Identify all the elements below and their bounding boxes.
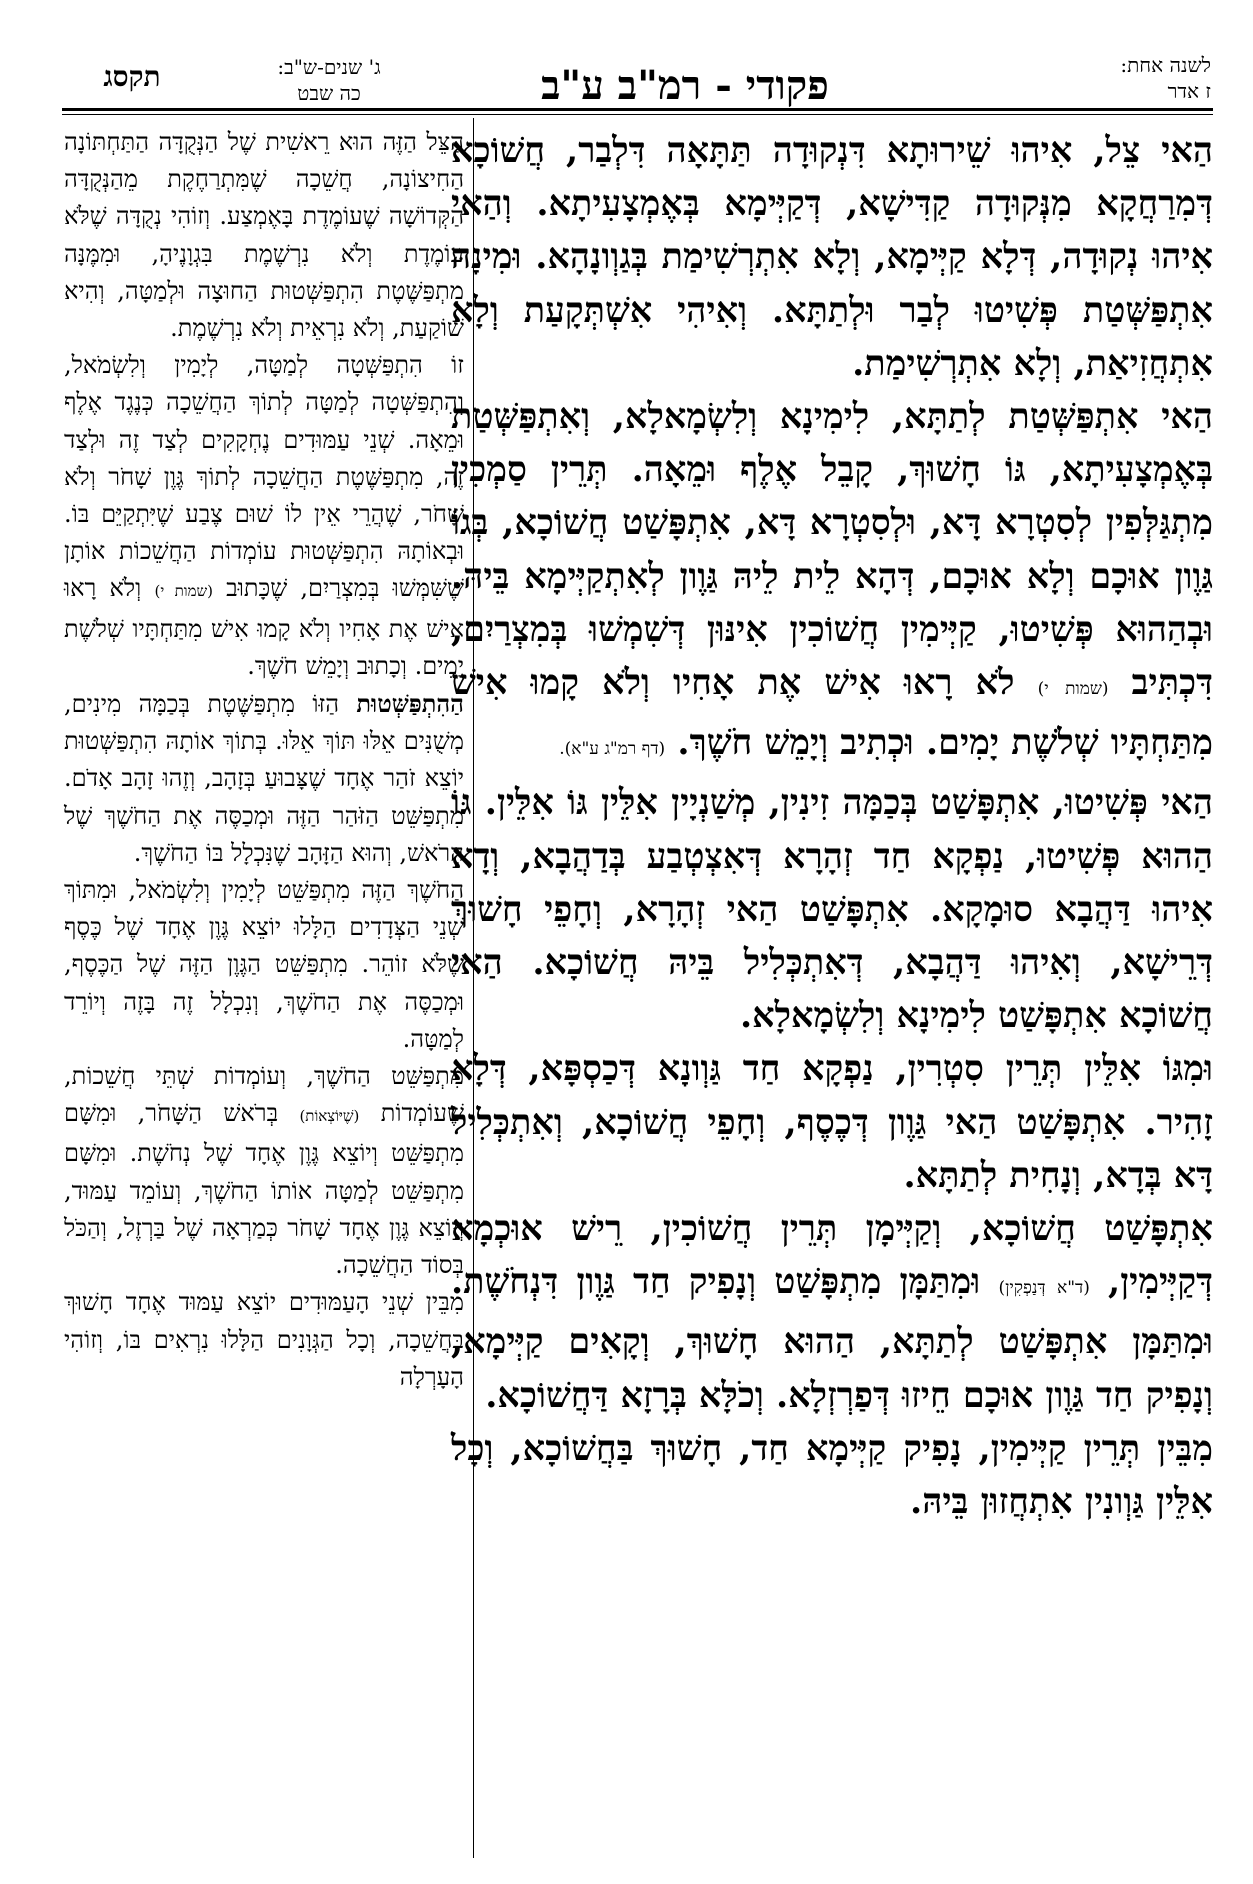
translation-text: בְּרֹאשׁ הַשָּׁחֹר, וּמִשָּׁם מִתְפַּשֵּׁט וְיוֹצֵא גֶּוֶן אֶחָד שֶׁל נְחֹשֶׁת. וּמִשָּׁם מִתְפַּשֵּׁט לְמַטָּה אוֹתוֹ הַחֹשֶׁךְ, וְעוֹמֵד עַמּוּד, וְיוֹצֵא גֶּוֶן אֶחָד שָׁחֹר כְּמַרְאָה שֶׁל בַּרְזֶל, וְהַכֹּל בְּסוֹד הַחֲשֵׁכָה. xyxy=(64,1099,464,1280)
verse-reference: (שמות י) xyxy=(1037,679,1109,700)
daf-reference: (דף רמ"ג ע"א). xyxy=(559,739,666,760)
variant-reference: (ד"א דְּנַפְקִין) xyxy=(998,1278,1090,1299)
translation-paragraph xyxy=(64,685,464,872)
header-three-years-label: ג' שנים-ש"ב: xyxy=(277,55,381,79)
translation-text: זוֹ הִתְפַּשְּׁטָה לְמַטָּה, לְיָמִין וְלִשְׂמֹאל, וְהִתְפַּשְּׁטָה לְמַטָּה לְתוֹךְ הַחֲשֵׁכָה כְּנֶגֶד אֶלֶף וּמֵאָה. שְׁנֵי עַמּוּדִים נֶחְקָקִים לְצַד זֶה וּלְצַד זֶה, מִתְפַּשֶּׁטֶת הַחֲשֵׁכָה לְתוֹךְ גֶּוֶן שָׁחֹר וְלֹא שָׁחֹר, שֶׁהֲרֵי אֵין לוֹ שׁוּם צֶבַע שֶׁיִּתְקַיֵּם בּוֹ. וּבְאוֹתָהּ הִתְפַּשְּׁטוּת עוֹמְדוֹת הַחֲשֵׁכוֹת אוֹתָן שֶׁשִּׁמְּשׁוּ בְּמִצְרַיִם, שֶׁכָּתוּב xyxy=(64,351,464,603)
page-title: פקודי - רמ"ב ע"ב xyxy=(541,62,829,109)
main-paragraph: מִבֵּין תְּרֵין קַיְּימִין, נָפִיק קַיְּימָא חַד, חָשׁוּךְ בַּחֲשׁוֹכָא, וְכָל אִלֵּין גַּוְונִין אִתְחֲזוּן בֵּיהּ. xyxy=(451,1427,1213,1523)
translation-paragraph: מִבֵּין שְׁנֵי הָעַמּוּדִים יוֹצֵא עַמּוּד אֶחָד חָשׁוּךְ בַּחֲשֵׁכָה, וְכָל הַגְּוָנִים הַלָּלוּ נִרְאִים בּוֹ, וְזוֹהִי הָעָרְלָה xyxy=(64,1288,464,1391)
translation-paragraph xyxy=(64,1058,464,1284)
variant-reference: (שֶׁיּוֹצְאוֹת) xyxy=(299,1107,360,1126)
translation-text: הַזּוֹ מִתְפַּשֶּׁטֶת בְּכַמָּה מִינִים, מְשֻׁנִּים אֵלּוּ תּוֹךְ אֵלּוּ. בְּתוֹךְ אוֹתָהּ הִתְפַּשְּׁטוּת יוֹצֵא זֹהַר אֶחָד שֶׁצָּבוּעַ בְּזָהָב, וְזֶהוּ זָהָב אָדֹם. מִתְפַּשֵּׁט הַזֹּהַר הַזֶּה וּמְכַסֶּה אֶת הַחֹשֶׁךְ שֶׁל הָרֹאשׁ, וְהוּא הַזָּהָב שֶׁנִּכְלָל בּוֹ הַחֹשֶׁךְ. xyxy=(64,690,464,867)
translation-paragraph: הַחֹשֶׁךְ הַזֶּה מִתְפַּשֵּׁט לְיָמִין וְלִשְׂמֹאל, וּמִתּוֹךְ שְׁנֵי הַצְּדָדִים הַלָּלוּ יוֹצֵא גֶּוֶן אֶחָד שֶׁל כֶּסֶף שֶׁלֹּא זוֹהֵר. מִתְפַּשֵּׁט הַגֶּוֶן הַזֶּה שֶׁל הַכֶּסֶף, וּמְכַסֶּה אֶת הַחֹשֶׁךְ, וְנִכְלָל זֶה בָּזֶה וְיוֹרֵד לְמַטָּה. xyxy=(64,876,464,1053)
main-text: וּמִתַּמָּן מִתְפָּשַׁט וְנָפִיק חַד גַּוֶון דִּנְחֹשֶׁת. וּמִתַּמָּן אִתְפָּשַׁט לְתַתָּא, הַהוּא חָשׁוּךְ, וְקָאִים קַיְּימָא, וְנָפִיק חַד גַּוֶון אוּכָם חֵיזוּ דְּפַרְזְלָא. וְכֹלָּא בְּרָזָא דַּחֲשׁוֹכָא. xyxy=(451,1261,1213,1416)
verse-reference: (שמות י) xyxy=(154,582,213,601)
translation-paragraph: הַצֵּל הַזֶּה הוּא רֵאשִׁית שֶׁל הַנְּקֻדָּה הַתַּחְתּוֹנָה הַחִיצוֹנָה, חֲשֵׁכָה שֶׁמִּתְרַחֶקֶת מֵהַנְּקֻדָּה הַקְּדוֹשָׁה שֶׁעוֹמֶדֶת בָּאֶמְצַע. וְזוֹהִי נְקֻדָּה שֶׁלֹּא עוֹמֶדֶת וְלֹא נִרְשֶׁמֶת בִּגְוָנֶיהָ, וּמִמֶּנָּה מִתְפַּשֶּׁטֶת הִתְפַּשְּׁטוּת הַחוּצָה וּלְמַטָּה, וְהִיא שׁוֹקַעַת, וְלֹא נִרְאֵית וְלֹא נִרְשֶׁמֶת. xyxy=(64,128,464,343)
main-paragraph: הַאי פְּשִׁיטוּ, אִתְפָּשַׁט בְּכַמָּה זִינִין, מְשַׁנְיָין אִלֵּין גּוֹ אִלֵּין. גּוֹ הַהוּא פְּשִׁיטוּ, נַפְקָא חַד זְהָרָא דְּאִצְטְבַע בְּדַהֲבָא, וְדָא אִיהוּ דַּהֲבָא סוּמָקָא. אִתְפָּשַׁט הַאי זְהָרָא, וְחָפֵי חָשׁוּךְ דְּרֵישָׁא, וְאִיהוּ דַּהֲבָא, דְּאִתְכְּלִיל בֵּיהּ חֲשׁוֹכָא. הַאי חֲשׁוֹכָא אִתְפָּשַׁט לִימִינָא וְלִשְׂמָאלָא. xyxy=(451,782,1213,1037)
header-one-year-date: ז אדר xyxy=(1167,79,1211,103)
main-text-column xyxy=(451,124,1213,1528)
main-text: לֹא רָאוּ אִישׁ אֶת אָחִיו וְלֹא קָמוּ אִישׁ מִתַּחְתָּיו שְׁלֹשֶׁת יָמִים. וּכְתִיב וְיָמֵשׁ חֹשֶׁךְ. xyxy=(451,662,1213,764)
header-one-year-label: לשנה אחת: xyxy=(1120,53,1211,77)
header-rule xyxy=(62,108,1213,111)
header-rule-thin xyxy=(62,114,1213,115)
main-paragraph xyxy=(451,1202,1213,1422)
main-text: אִתְפָּשַׁט חֲשׁוֹכָא, וְקַיְּימָן תְּרֵין חֲשׁוֹכִין, רֵישׁ אוּכְמָא דְּקַיְּימִין, xyxy=(451,1208,1213,1303)
translation-keyword: הַהִתְפַּשְּׁטוּת xyxy=(356,689,464,719)
translation-text: מִתְפַּשֵּׁט הַחֹשֶׁךְ, וְעוֹמְדוֹת שְׁתֵּי חֲשֵׁכוֹת, שֶׁעוֹמְדוֹת xyxy=(64,1062,464,1128)
main-paragraph: הַאי צֵל, אִיהוּ שֵׁירוּתָא דִּנְקוּדָה תַּתָּאָה דִּלְבַר, חֲשׁוֹכָא דְּמִרַחֲקָא מִנְּקוּדָה קַדִּישָׁא, דְּקַיְּימָא בְּאֶמְצָעִיתָא. וְהַאי אִיהוּ נְקוּדָה, דְּלָא קַיְּימָא, וְלָא אִתְרְשִׁימַת בְּגַוְונָהָא. וּמִינָהּ אִתְפַּשְּׁטַת פְּשִׁיטוּ לְבַר וּלְתַתָּא. וְאִיהִי אִשְׁתְּקָעַת וְלָא אִתְחֲזִיאַת, וְלָא אִתְרְשִׁימַת. xyxy=(451,130,1213,384)
translation-column xyxy=(64,124,464,1396)
translation-paragraph xyxy=(64,347,464,685)
main-paragraph: וּמִגּוֹ אִלֵּין תְּרֵין סִטְרִין, נַפְקָא חַד גַּוְונָא דְּכַסְפָּא, דְּלָא זָהִיר. אִתְפָּשַׁט הַאי גַּוֶון דְּכֶסֶף, וְחָפֵי חֲשׁוֹכָא, וְאִתְכְּלִיל דָּא בְּדָא, וְנָחִית לְתַתָּא. xyxy=(451,1048,1213,1196)
header-three-years xyxy=(194,54,464,106)
main-paragraph xyxy=(451,390,1213,776)
header-three-years-date: כה שבט xyxy=(297,81,361,105)
main-text: הַאי אִתְפַּשְּׁטַת לְתַתָּא, לִימִינָא וְלִשְׂמָאלָא, וְאִתְפַּשְּׁטַת בְּאֶמְצָעִיתָא, גּוֹ חָשׁוּךְ, קָבֵל אֶלֶף וּמֵאָה. תְּרֵין סַמְכִין מִתְגַּלְּפִין לְסִטְרָא דָּא, וּלְסִטְרָא דָּא, אִתְפָּשַׁט חֲשׁוֹכָא, בְּגוֹ גַּוֶון אוּכָם וְלָא אוּכָם, דְּהָא לֵית לֵיהּ גַּוֶון לְאִתְקַיְּימָא בֵּיהּ. וּבְהַהוּא פְּשִׁיטוּ, קַיְּימִין חֲשׁוֹכִין אִינּוּן דְּשִׁמְשׁוּ בְּמִצְרַיִם, דִּכְתִּיב xyxy=(451,396,1213,704)
page-number: תקסג xyxy=(103,60,161,93)
translation-text: וְלֹא רָאוּ אִישׁ אֶת אָחִיו וְלֹא קָמוּ אִישׁ מִתַּחְתָּיו שְׁלֹשֶׁת יָמִים. וְכָתוּב וְיָמֵשׁ חֹשֶׁךְ. xyxy=(64,574,464,680)
